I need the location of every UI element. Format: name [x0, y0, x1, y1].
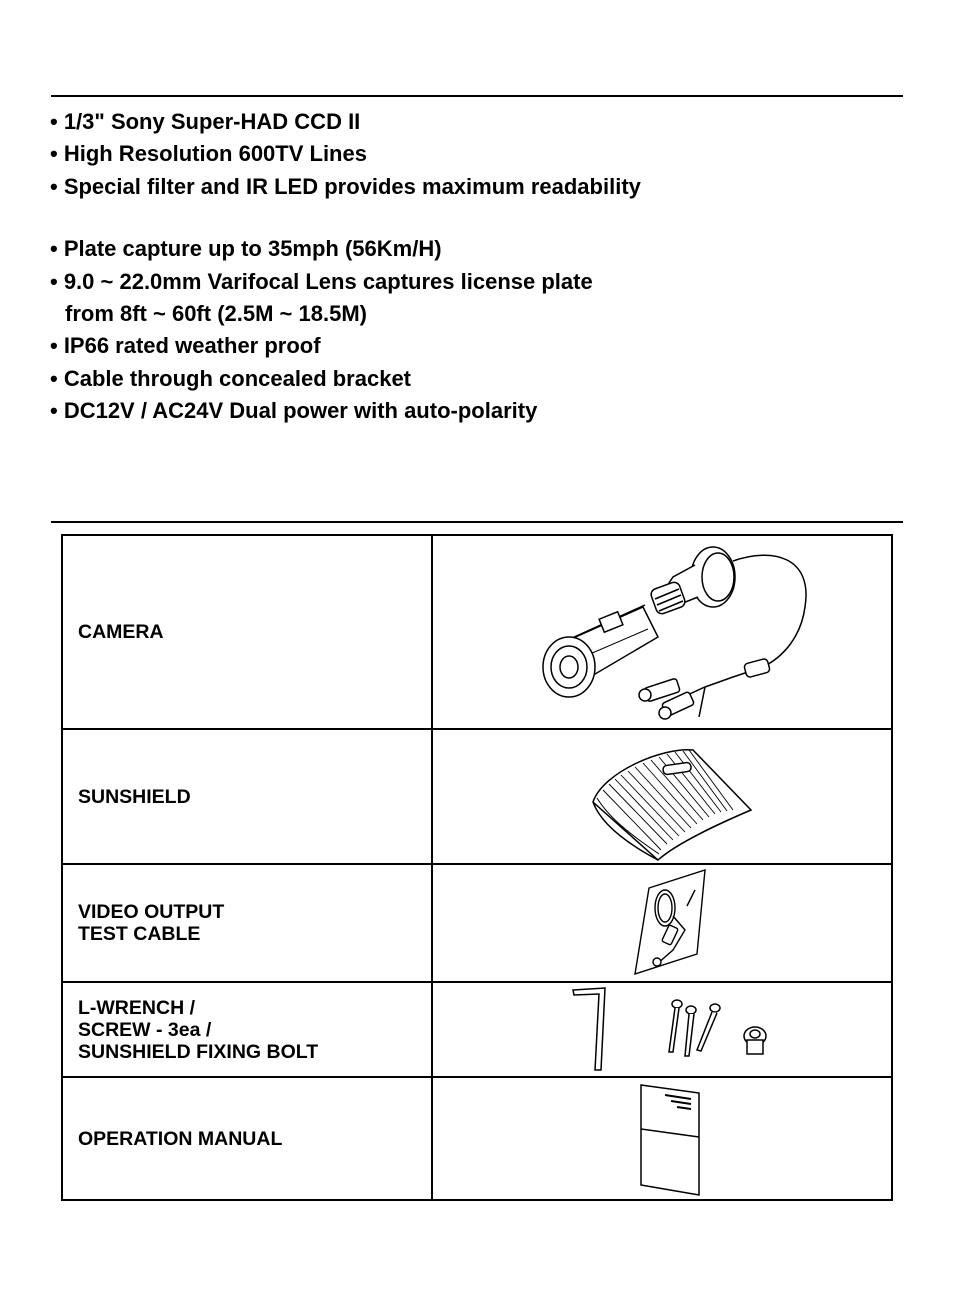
table-row [62, 1077, 892, 1200]
component-label: OPERATION MANUAL [62, 1077, 432, 1200]
feature-item: • Plate capture up to 35mph (56Km/H) [50, 236, 442, 262]
sunshield-illustration [433, 732, 907, 862]
wrench-screws-bolt-illustration [433, 984, 907, 1075]
component-label: CAMERA [62, 535, 432, 729]
feature-item: • DC12V / AC24V Dual power with auto-polarity [50, 398, 538, 424]
feature-item [50, 266, 910, 331]
table-row [62, 982, 892, 1077]
components-table [61, 534, 893, 1201]
component-label: L-WRENCH / SCREW - 3ea / SUNSHIELD FIXING BOLT [62, 982, 432, 1077]
feature-text: • 9.0 ~ 22.0mm Varifocal Lens captures license plate [50, 268, 593, 294]
component-image-cell [432, 1077, 892, 1200]
table-row [62, 729, 892, 864]
feature-continuation: from 8ft ~ 60ft (2.5M ~ 18.5M) [65, 301, 367, 327]
component-image-cell [432, 535, 892, 729]
test-cable-illustration [433, 866, 907, 980]
manual-illustration [433, 1079, 907, 1198]
top-divider [51, 95, 903, 97]
feature-item: • Cable through concealed bracket [50, 365, 412, 391]
camera-illustration [433, 537, 907, 727]
feature-item: • High Resolution 600TV Lines [50, 141, 367, 167]
component-image-cell [432, 864, 892, 982]
component-label: VIDEO OUTPUT TEST CABLE [62, 864, 432, 982]
feature-item: • 1/3" Sony Super-HAD CCD II [50, 109, 361, 134]
component-image-cell [432, 982, 892, 1077]
section-divider [51, 521, 903, 523]
component-image-cell [432, 729, 892, 864]
feature-item: • IP66 rated weather proof [50, 333, 321, 359]
table-row [62, 535, 892, 729]
feature-list [50, 106, 910, 428]
feature-item: • Special filter and IR LED provides maximum readability [50, 173, 641, 199]
table-row [62, 864, 892, 982]
component-label: SUNSHIELD [62, 729, 432, 864]
